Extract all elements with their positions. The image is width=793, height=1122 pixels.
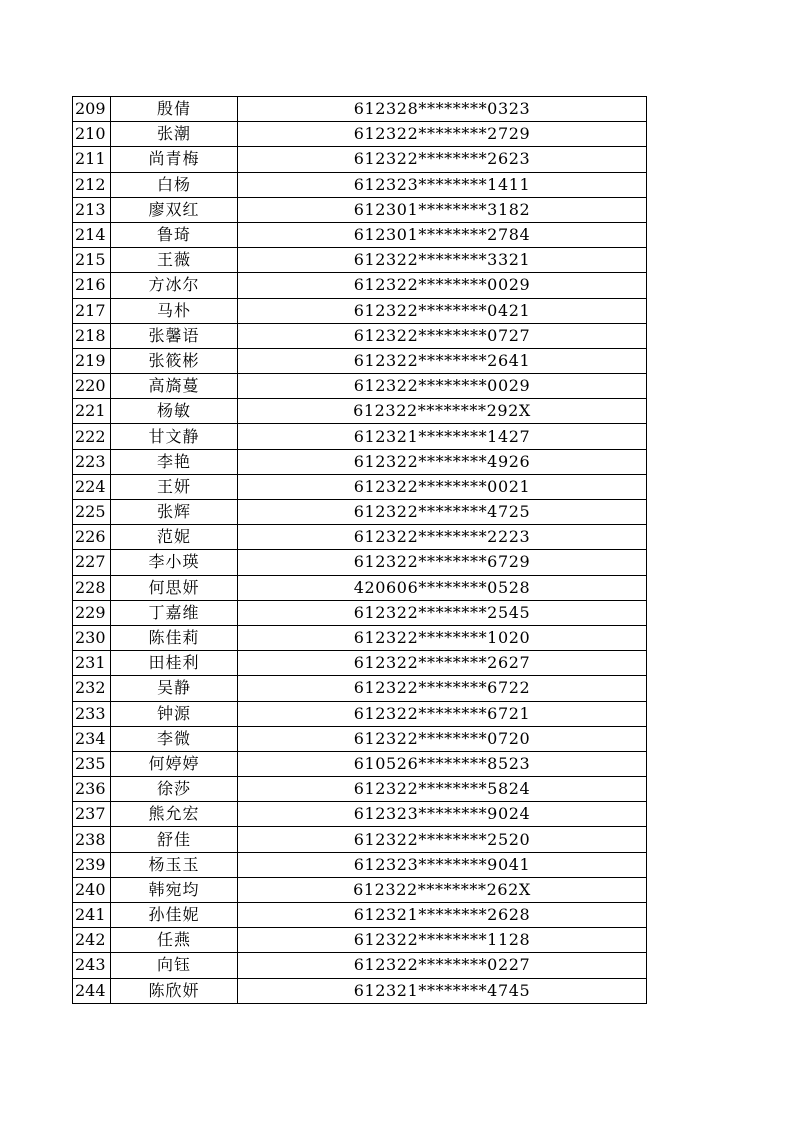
name-cell: 韩宛均 <box>111 877 238 902</box>
name-cell: 张潮 <box>111 122 238 147</box>
id-number-cell: 612322********0720 <box>238 726 647 751</box>
row-number-cell: 223 <box>73 449 111 474</box>
table-row <box>73 172 647 197</box>
name-cell: 张辉 <box>111 500 238 525</box>
table-row <box>73 348 647 373</box>
id-number-cell: 612322********262X <box>238 877 647 902</box>
row-number-cell: 211 <box>73 147 111 172</box>
id-number-cell: 612322********0029 <box>238 273 647 298</box>
table-row <box>73 600 647 625</box>
name-cell: 鲁琦 <box>111 222 238 247</box>
row-number-cell: 228 <box>73 575 111 600</box>
table-row <box>73 147 647 172</box>
name-cell: 丁嘉维 <box>111 600 238 625</box>
row-number-cell: 227 <box>73 550 111 575</box>
row-number-cell: 241 <box>73 903 111 928</box>
table-row <box>73 802 647 827</box>
name-cell: 李小瑛 <box>111 550 238 575</box>
id-number-cell: 612323********1411 <box>238 172 647 197</box>
name-cell: 何思妍 <box>111 575 238 600</box>
row-number-cell: 236 <box>73 777 111 802</box>
row-number-cell: 226 <box>73 525 111 550</box>
name-cell: 何婷婷 <box>111 751 238 776</box>
name-cell: 廖双红 <box>111 197 238 222</box>
row-number-cell: 237 <box>73 802 111 827</box>
id-number-cell: 612322********0227 <box>238 953 647 978</box>
id-number-cell: 612328********0323 <box>238 97 647 122</box>
table-row <box>73 273 647 298</box>
name-cell: 陈欣妍 <box>111 978 238 1003</box>
name-cell: 尚青梅 <box>111 147 238 172</box>
table-row <box>73 298 647 323</box>
table-row <box>73 500 647 525</box>
id-number-cell: 420606********0528 <box>238 575 647 600</box>
table-row <box>73 701 647 726</box>
id-number-cell: 612321********2628 <box>238 903 647 928</box>
row-number-cell: 213 <box>73 197 111 222</box>
id-number-cell: 612322********3321 <box>238 248 647 273</box>
id-number-cell: 612322********6721 <box>238 701 647 726</box>
row-number-cell: 240 <box>73 877 111 902</box>
table-row <box>73 953 647 978</box>
table-row <box>73 399 647 424</box>
table-row <box>73 550 647 575</box>
name-cell: 王薇 <box>111 248 238 273</box>
name-cell: 陈佳莉 <box>111 625 238 650</box>
name-cell: 殷倩 <box>111 97 238 122</box>
id-number-cell: 612323********9024 <box>238 802 647 827</box>
name-cell: 舒佳 <box>111 827 238 852</box>
table-row <box>73 777 647 802</box>
id-number-cell: 612322********6722 <box>238 676 647 701</box>
id-number-cell: 612322********2520 <box>238 827 647 852</box>
table-row <box>73 877 647 902</box>
row-number-cell: 224 <box>73 474 111 499</box>
row-number-cell: 215 <box>73 248 111 273</box>
id-number-cell: 612322********2623 <box>238 147 647 172</box>
id-number-cell: 610526********8523 <box>238 751 647 776</box>
table-row <box>73 323 647 348</box>
name-cell: 范妮 <box>111 525 238 550</box>
table-row <box>73 726 647 751</box>
id-number-cell: 612322********0029 <box>238 374 647 399</box>
id-number-cell: 612322********5824 <box>238 777 647 802</box>
name-cell: 王妍 <box>111 474 238 499</box>
row-number-cell: 238 <box>73 827 111 852</box>
row-number-cell: 242 <box>73 928 111 953</box>
name-cell: 田桂利 <box>111 651 238 676</box>
row-number-cell: 243 <box>73 953 111 978</box>
id-number-cell: 612322********2545 <box>238 600 647 625</box>
id-number-cell: 612322********2729 <box>238 122 647 147</box>
id-number-cell: 612323********9041 <box>238 852 647 877</box>
id-number-cell: 612321********4745 <box>238 978 647 1003</box>
roster-table-body <box>73 97 647 1004</box>
name-cell: 张筱彬 <box>111 348 238 373</box>
name-cell: 李微 <box>111 726 238 751</box>
table-row <box>73 97 647 122</box>
name-cell: 孙佳妮 <box>111 903 238 928</box>
name-cell: 杨玉玉 <box>111 852 238 877</box>
row-number-cell: 234 <box>73 726 111 751</box>
name-cell: 张馨语 <box>111 323 238 348</box>
id-number-cell: 612321********1427 <box>238 424 647 449</box>
name-cell: 方冰尔 <box>111 273 238 298</box>
row-number-cell: 231 <box>73 651 111 676</box>
id-number-cell: 612322********2223 <box>238 525 647 550</box>
row-number-cell: 217 <box>73 298 111 323</box>
row-number-cell: 221 <box>73 399 111 424</box>
name-cell: 徐莎 <box>111 777 238 802</box>
name-cell: 钟源 <box>111 701 238 726</box>
table-row <box>73 525 647 550</box>
table-row <box>73 978 647 1003</box>
row-number-cell: 244 <box>73 978 111 1003</box>
name-cell: 熊允宏 <box>111 802 238 827</box>
table-row <box>73 928 647 953</box>
table-row <box>73 903 647 928</box>
name-cell: 白杨 <box>111 172 238 197</box>
id-number-cell: 612322********2627 <box>238 651 647 676</box>
row-number-cell: 214 <box>73 222 111 247</box>
name-cell: 高旖蔓 <box>111 374 238 399</box>
row-number-cell: 235 <box>73 751 111 776</box>
row-number-cell: 219 <box>73 348 111 373</box>
table-row <box>73 651 647 676</box>
row-number-cell: 230 <box>73 625 111 650</box>
id-number-cell: 612322********0727 <box>238 323 647 348</box>
row-number-cell: 220 <box>73 374 111 399</box>
table-row <box>73 449 647 474</box>
id-number-cell: 612322********1128 <box>238 928 647 953</box>
roster-table <box>72 96 647 1004</box>
id-number-cell: 612322********2641 <box>238 348 647 373</box>
row-number-cell: 216 <box>73 273 111 298</box>
id-number-cell: 612322********4725 <box>238 500 647 525</box>
table-row <box>73 222 647 247</box>
name-cell: 马朴 <box>111 298 238 323</box>
name-cell: 甘文静 <box>111 424 238 449</box>
table-row <box>73 852 647 877</box>
row-number-cell: 225 <box>73 500 111 525</box>
row-number-cell: 210 <box>73 122 111 147</box>
table-row <box>73 751 647 776</box>
row-number-cell: 239 <box>73 852 111 877</box>
id-number-cell: 612322********4926 <box>238 449 647 474</box>
id-number-cell: 612322********1020 <box>238 625 647 650</box>
table-row <box>73 424 647 449</box>
table-row <box>73 374 647 399</box>
row-number-cell: 229 <box>73 600 111 625</box>
name-cell: 任燕 <box>111 928 238 953</box>
name-cell: 杨敏 <box>111 399 238 424</box>
id-number-cell: 612301********2784 <box>238 222 647 247</box>
table-row <box>73 676 647 701</box>
table-row <box>73 474 647 499</box>
name-cell: 李艳 <box>111 449 238 474</box>
id-number-cell: 612322********0421 <box>238 298 647 323</box>
row-number-cell: 209 <box>73 97 111 122</box>
name-cell: 向钰 <box>111 953 238 978</box>
id-number-cell: 612301********3182 <box>238 197 647 222</box>
table-row <box>73 625 647 650</box>
name-cell: 吴静 <box>111 676 238 701</box>
table-row <box>73 248 647 273</box>
id-number-cell: 612322********292X <box>238 399 647 424</box>
table-row <box>73 197 647 222</box>
table-row <box>73 575 647 600</box>
row-number-cell: 218 <box>73 323 111 348</box>
row-number-cell: 233 <box>73 701 111 726</box>
table-row <box>73 827 647 852</box>
table-row <box>73 122 647 147</box>
id-number-cell: 612322********0021 <box>238 474 647 499</box>
roster-sheet <box>72 96 647 1004</box>
id-number-cell: 612322********6729 <box>238 550 647 575</box>
row-number-cell: 222 <box>73 424 111 449</box>
row-number-cell: 212 <box>73 172 111 197</box>
row-number-cell: 232 <box>73 676 111 701</box>
